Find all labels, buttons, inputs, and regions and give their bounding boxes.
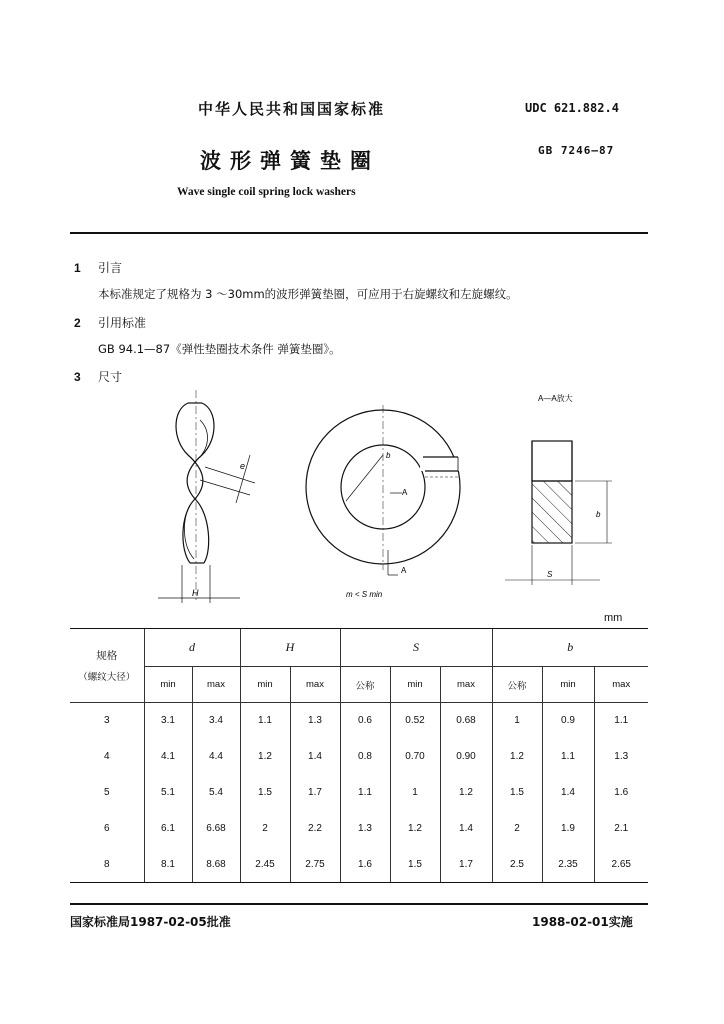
table-row (70, 847, 648, 883)
figure-label-b-top: b (386, 451, 391, 460)
section-2-body: GB 94.1—87《弹性垫圈技术条件 弹簧垫圈》。 (98, 342, 341, 356)
table-cell: 1.3 (594, 739, 648, 775)
table-cell: 5.1 (144, 775, 192, 811)
table-cell: 0.68 (440, 703, 492, 739)
group-header-b: b (492, 629, 648, 667)
figure-label-A: A (401, 566, 407, 575)
table-cell: 0.90 (440, 739, 492, 775)
english-title: Wave single coil spring lock washers (177, 186, 356, 198)
subheader-cell: max (594, 667, 648, 703)
effective-date: 1988-02-01实施 (532, 915, 633, 929)
section-3-heading: 3 尺寸 (74, 370, 123, 384)
group-header-H: H (240, 629, 340, 667)
table-cell: 2.5 (492, 847, 542, 883)
subheader-cell: min (542, 667, 594, 703)
table-unit: mm (604, 612, 623, 624)
table-cell: 2 (240, 811, 290, 847)
group-header-d: d (144, 629, 240, 667)
section-1-heading: 1 引言 (74, 261, 123, 275)
washer-drawing (150, 385, 620, 610)
table-cell: 3.1 (144, 703, 192, 739)
table-cell: 0.6 (340, 703, 390, 739)
section-caption: A—A放大 (538, 394, 573, 403)
subheader-cell: max (192, 667, 240, 703)
table-cell: 1.4 (440, 811, 492, 847)
table-cell: 1.1 (542, 739, 594, 775)
section-2-heading: 2 引用标准 (74, 316, 147, 330)
spec-cell: 4 (103, 751, 110, 762)
table-cell: 1.7 (440, 847, 492, 883)
spec-cell: 5 (103, 787, 110, 798)
table-cell: 1.3 (340, 811, 390, 847)
header-rule (70, 232, 648, 234)
table-cell: 1.9 (542, 811, 594, 847)
table-cell: 1.4 (542, 775, 594, 811)
table-cell: 2.45 (240, 847, 290, 883)
table-cell: 1.5 (240, 775, 290, 811)
approval-date: 国家标准局1987-02-05批准 (70, 915, 231, 929)
table-cell: 5.4 (192, 775, 240, 811)
udc-code: UDC 621.882.4 (525, 101, 619, 115)
table-cell: 2.1 (594, 811, 648, 847)
table-cell: 6.1 (144, 811, 192, 847)
table-cell: 0.9 (542, 703, 594, 739)
washer-top-view (306, 405, 460, 575)
table-cell: 0.70 (390, 739, 440, 775)
subheader-cell: 公称 (340, 667, 390, 703)
subheader-cell: max (440, 667, 492, 703)
table-cell: 2.2 (290, 811, 340, 847)
standard-number: GB 7246—87 (538, 144, 615, 157)
table-row (70, 775, 648, 811)
table-cell: 8.68 (192, 847, 240, 883)
table-cell: 1 (390, 775, 440, 811)
table-cell: 1.5 (390, 847, 440, 883)
table-cell: 3.4 (192, 703, 240, 739)
standard-title: 波形弹簧垫圈 (200, 149, 380, 173)
issuing-authority-title: 中华人民共和国国家标准 (198, 100, 386, 118)
table-cell: 1.2 (240, 739, 290, 775)
washer-side-view (158, 390, 255, 603)
figure-label-S: S (547, 570, 553, 579)
group-header-S: S (340, 629, 492, 667)
figure-label-H: H (192, 588, 199, 598)
table-cell: 4.1 (144, 739, 192, 775)
table-row (70, 703, 648, 739)
spec-cell: 8 (70, 847, 144, 883)
table-cell: 1.4 (290, 739, 340, 775)
footer-rule (70, 903, 648, 905)
subheader-cell: min (390, 667, 440, 703)
subheader-cell: max (290, 667, 340, 703)
table-cell: 1 (492, 703, 542, 739)
figure-label-e: e (240, 461, 246, 471)
table-cell: 0.52 (390, 703, 440, 739)
spec-cell: 6 (103, 823, 110, 834)
table-cell: 8.1 (144, 847, 192, 883)
table-cell: 1.6 (340, 847, 390, 883)
table-cell: 0.8 (340, 739, 390, 775)
table-cell: 2.35 (542, 847, 594, 883)
table-cell: 1.7 (290, 775, 340, 811)
dimensions-table (70, 628, 648, 883)
table-cell: 1.2 (390, 811, 440, 847)
table-row (70, 739, 648, 775)
table-cell: 1.1 (594, 703, 648, 739)
section-1-body: 本标准规定了规格为 3 ～30mm的波形弹簧垫圈，可应用于右旋螺纹和左旋螺纹。 (98, 287, 518, 301)
subheader-cell: min (144, 667, 192, 703)
table-cell: 1.1 (340, 775, 390, 811)
table-cell: 2.65 (594, 847, 648, 883)
table-cell: 2.75 (290, 847, 340, 883)
spec-cell: 3 (103, 715, 110, 727)
table-cell: 1.1 (240, 703, 290, 739)
figure-label-A-inner: A (402, 488, 408, 497)
table-cell: 4.4 (192, 739, 240, 775)
table-cell: 2 (492, 811, 542, 847)
table-cell: 1.5 (492, 775, 542, 811)
table-cell: 6.68 (192, 811, 240, 847)
figure-label-b: b (596, 510, 601, 519)
table-row (70, 811, 648, 847)
table-cell: 1.3 (290, 703, 340, 739)
table-cell: 1.2 (492, 739, 542, 775)
figure-note: m < S min (346, 590, 383, 599)
spec-header: 规格 （螺纹大径） (70, 629, 144, 703)
table-cell: 1.2 (440, 775, 492, 811)
subheader-cell: min (240, 667, 290, 703)
table-cell: 1.6 (594, 775, 648, 811)
subheader-cell: 公称 (492, 667, 542, 703)
